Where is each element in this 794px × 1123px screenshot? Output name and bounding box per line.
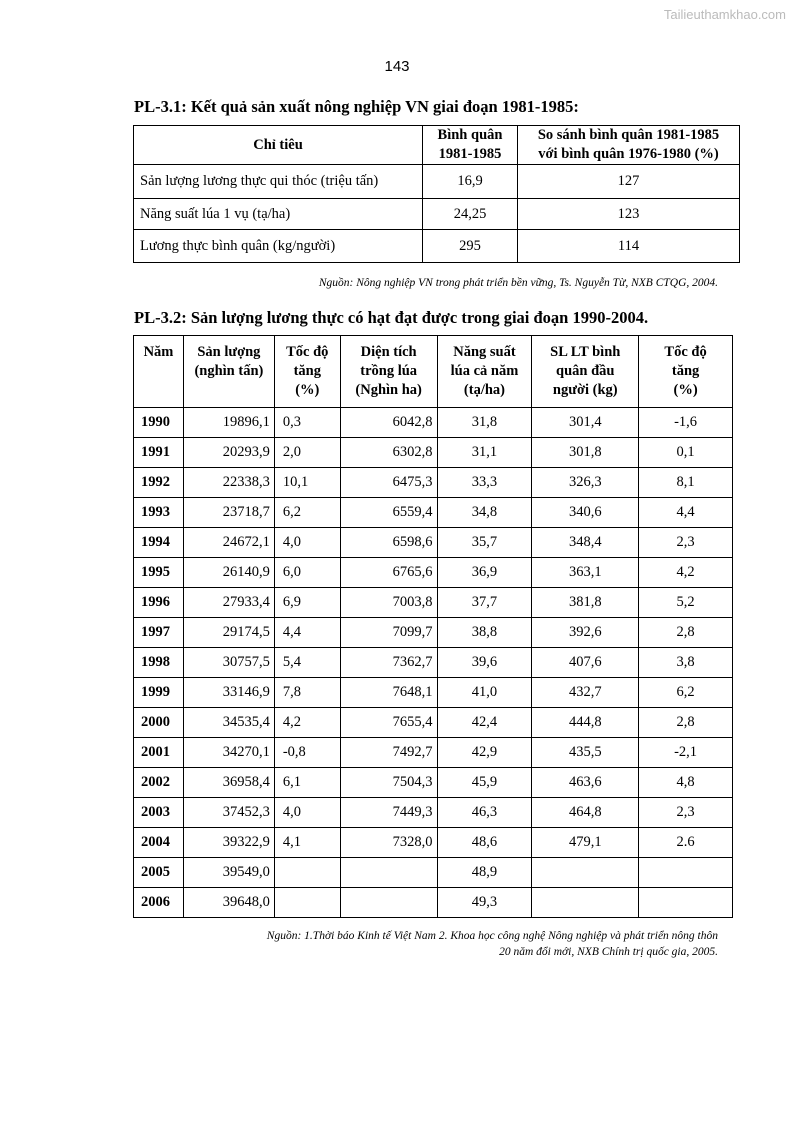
table2-cell-yield: 35,7 xyxy=(437,528,532,558)
table-row xyxy=(134,888,733,918)
table-row xyxy=(134,798,733,828)
table-row xyxy=(134,408,733,438)
table-row xyxy=(134,588,733,618)
table2-cell-output: 26140,9 xyxy=(183,558,274,588)
table2-cell-yield: 34,8 xyxy=(437,498,532,528)
table2-cell-per-capita: 348,4 xyxy=(532,528,639,558)
table2-source xyxy=(267,928,718,960)
table1-cell-avg: 24,25 xyxy=(423,199,518,230)
table2-header-per-capita-growth: Tốc độ tăng (%) xyxy=(639,336,733,408)
table2-cell-output: 39322,9 xyxy=(183,828,274,858)
table2-cell-yield: 46,3 xyxy=(437,798,532,828)
table1-cell-avg: 295 xyxy=(423,230,518,263)
table2-header-yield: Năng suất lúa cả năm (tạ/ha) xyxy=(437,336,532,408)
table2-cell-year: 1999 xyxy=(134,678,184,708)
table2-cell-per-capita: 432,7 xyxy=(532,678,639,708)
table2-cell-output: 29174,5 xyxy=(183,618,274,648)
table2-source-line2: 20 năm đổi mới, NXB Chính trị quốc gia, 2005. xyxy=(499,946,718,958)
table2-cell-yield: 48,9 xyxy=(437,858,532,888)
table2-cell-area: 6559,4 xyxy=(340,498,437,528)
table2-cell-per-capita: 407,6 xyxy=(532,648,639,678)
table2-cell-per-capita-growth: 2,8 xyxy=(639,618,733,648)
table2-cell-area: 7003,8 xyxy=(340,588,437,618)
table2-cell-per-capita-growth: 8,1 xyxy=(639,468,733,498)
table2-cell-per-capita: 435,5 xyxy=(532,738,639,768)
table-row xyxy=(134,438,733,468)
table2-cell-year: 1996 xyxy=(134,588,184,618)
table2-cell-output: 39549,0 xyxy=(183,858,274,888)
table2-cell-area: 7099,7 xyxy=(340,618,437,648)
table-row xyxy=(134,708,733,738)
table2-cell-per-capita: 301,8 xyxy=(532,438,639,468)
table-row xyxy=(134,828,733,858)
table2-cell-yield: 31,1 xyxy=(437,438,532,468)
table2-cell-year: 1990 xyxy=(134,408,184,438)
table-row xyxy=(134,558,733,588)
table-row xyxy=(134,858,733,888)
table2-cell-per-capita xyxy=(532,888,639,918)
table2-cell-growth: 0,3 xyxy=(274,408,340,438)
table2-cell-growth: 6,1 xyxy=(274,768,340,798)
table2-cell-per-capita: 392,6 xyxy=(532,618,639,648)
table-row xyxy=(134,528,733,558)
table2-header-year: Năm xyxy=(134,336,184,408)
table1-agri-results xyxy=(133,125,740,263)
table2-cell-per-capita: 464,8 xyxy=(532,798,639,828)
table2-cell-growth: 4,4 xyxy=(274,618,340,648)
table2-cell-per-capita-growth: -1,6 xyxy=(639,408,733,438)
table1-title: PL-3.1: Kết quả sản xuất nông nghiệp VN giai đoạn 1981-1985: xyxy=(134,97,579,116)
table2-header-row xyxy=(134,336,733,408)
table-row xyxy=(134,648,733,678)
table2-cell-area: 7492,7 xyxy=(340,738,437,768)
table1-header-indicator: Chỉ tiêu xyxy=(134,126,423,165)
table2-cell-output: 30757,5 xyxy=(183,648,274,678)
table2-cell-per-capita-growth xyxy=(639,888,733,918)
table2-source-line1: Nguồn: 1.Thời báo Kinh tế Việt Nam 2. Khoa học công nghệ Nông nghiệp và phát triển nông thôn xyxy=(266,930,718,942)
table-row xyxy=(134,678,733,708)
table2-cell-yield: 42,9 xyxy=(437,738,532,768)
table2-cell-growth: 4,2 xyxy=(274,708,340,738)
table2-cell-per-capita-growth: 0,1 xyxy=(639,438,733,468)
table2-cell-per-capita-growth: 2,3 xyxy=(639,798,733,828)
table2-cell-per-capita-growth: 2,8 xyxy=(639,708,733,738)
table1-cell-compare: 114 xyxy=(518,230,740,263)
table-row xyxy=(134,468,733,498)
table1-cell-avg: 16,9 xyxy=(423,165,518,199)
table-row xyxy=(134,738,733,768)
table-row xyxy=(134,165,740,199)
table2-cell-per-capita-growth: 2.6 xyxy=(639,828,733,858)
table2-cell-output: 37452,3 xyxy=(183,798,274,828)
table2-header-output: Sản lượng (nghìn tấn) xyxy=(183,336,274,408)
table2-cell-yield: 45,9 xyxy=(437,768,532,798)
table2-cell-yield: 49,3 xyxy=(437,888,532,918)
table2-cell-area: 6765,6 xyxy=(340,558,437,588)
table2-cell-growth: -0,8 xyxy=(274,738,340,768)
page-number: 143 xyxy=(384,58,410,75)
table2-cell-per-capita-growth: 2,3 xyxy=(639,528,733,558)
table2-cell-output: 27933,4 xyxy=(183,588,274,618)
table2-cell-year: 2003 xyxy=(134,798,184,828)
table2-cell-year: 1995 xyxy=(134,558,184,588)
table2-cell-output: 34270,1 xyxy=(183,738,274,768)
table2-cell-growth: 4,0 xyxy=(274,798,340,828)
table2-header-area: Diện tích trồng lúa (Nghìn ha) xyxy=(340,336,437,408)
table2-cell-year: 2005 xyxy=(134,858,184,888)
table2-cell-per-capita: 301,4 xyxy=(532,408,639,438)
table2-cell-per-capita-growth: 4,8 xyxy=(639,768,733,798)
table1-header-compare: So sánh bình quân 1981-1985 với bình quân 1976-1980 (%) xyxy=(518,126,740,165)
table2-cell-per-capita xyxy=(532,858,639,888)
table1-cell-compare: 127 xyxy=(518,165,740,199)
table2-cell-area: 6042,8 xyxy=(340,408,437,438)
table2-cell-year: 2001 xyxy=(134,738,184,768)
table2-cell-output: 23718,7 xyxy=(183,498,274,528)
table2-cell-per-capita-growth: 4,4 xyxy=(639,498,733,528)
table2-cell-year: 2000 xyxy=(134,708,184,738)
table1-header-row xyxy=(134,126,740,165)
table-row xyxy=(134,498,733,528)
table2-cell-output: 39648,0 xyxy=(183,888,274,918)
table2-cell-growth: 5,4 xyxy=(274,648,340,678)
table-row xyxy=(134,230,740,263)
table2-cell-output: 24672,1 xyxy=(183,528,274,558)
table-row xyxy=(134,768,733,798)
table2-cell-per-capita-growth: -2,1 xyxy=(639,738,733,768)
table2-cell-growth xyxy=(274,888,340,918)
table2-cell-output: 20293,9 xyxy=(183,438,274,468)
table2-cell-area: 7655,4 xyxy=(340,708,437,738)
table2-cell-per-capita-growth: 6,2 xyxy=(639,678,733,708)
table2-cell-growth: 2,0 xyxy=(274,438,340,468)
table2-cell-yield: 39,6 xyxy=(437,648,532,678)
table2-cell-output: 22338,3 xyxy=(183,468,274,498)
table2-cell-growth: 6,9 xyxy=(274,588,340,618)
table2-cell-year: 1997 xyxy=(134,618,184,648)
table2-cell-area: 6475,3 xyxy=(340,468,437,498)
watermark: Tailieuthamkhao.com xyxy=(663,7,786,22)
table2-cell-per-capita-growth: 5,2 xyxy=(639,588,733,618)
table2-cell-per-capita-growth: 3,8 xyxy=(639,648,733,678)
table2-body xyxy=(134,408,733,918)
table2-cell-area: 6598,6 xyxy=(340,528,437,558)
table2-cell-output: 19896,1 xyxy=(183,408,274,438)
table2-cell-growth: 6,0 xyxy=(274,558,340,588)
table2-cell-growth: 4,1 xyxy=(274,828,340,858)
table2-cell-per-capita: 479,1 xyxy=(532,828,639,858)
table1-cell-label: Sản lượng lương thực qui thóc (triệu tấn) xyxy=(134,165,423,199)
table2-title: PL-3.2: Sản lượng lương thực có hạt đạt được trong giai đoạn 1990-2004. xyxy=(134,308,649,327)
table2-cell-year: 1994 xyxy=(134,528,184,558)
table2-cell-yield: 38,8 xyxy=(437,618,532,648)
table2-cell-area xyxy=(340,858,437,888)
table2-cell-year: 1998 xyxy=(134,648,184,678)
table2-cell-growth: 10,1 xyxy=(274,468,340,498)
table2-cell-per-capita: 463,6 xyxy=(532,768,639,798)
table2-cell-per-capita-growth: 4,2 xyxy=(639,558,733,588)
table2-cell-per-capita: 444,8 xyxy=(532,708,639,738)
table2-header-growth: Tốc độ tăng (%) xyxy=(274,336,340,408)
table2-cell-output: 34535,4 xyxy=(183,708,274,738)
table2-cell-growth: 7,8 xyxy=(274,678,340,708)
table2-cell-area xyxy=(340,888,437,918)
table1-source: Nguồn: Nông nghiệp VN trong phát triển bền vững, Ts. Nguyễn Từ, NXB CTQG, 2004. xyxy=(318,277,718,289)
table2-cell-yield: 41,0 xyxy=(437,678,532,708)
table2-cell-yield: 37,7 xyxy=(437,588,532,618)
table2-cell-area: 7648,1 xyxy=(340,678,437,708)
table2-cell-output: 36958,4 xyxy=(183,768,274,798)
table2-cell-area: 7328,0 xyxy=(340,828,437,858)
table2-cell-year: 1991 xyxy=(134,438,184,468)
table2-cell-year: 2006 xyxy=(134,888,184,918)
table2-cell-growth: 4,0 xyxy=(274,528,340,558)
table2-cell-per-capita: 326,3 xyxy=(532,468,639,498)
table2-cell-yield: 42,4 xyxy=(437,708,532,738)
table2-cell-yield: 31,8 xyxy=(437,408,532,438)
table2-cell-per-capita: 363,1 xyxy=(532,558,639,588)
table2-cell-area: 6302,8 xyxy=(340,438,437,468)
table2-grain-output xyxy=(133,335,733,918)
table2-cell-per-capita: 340,6 xyxy=(532,498,639,528)
table2-cell-output: 33146,9 xyxy=(183,678,274,708)
table2-cell-area: 7449,3 xyxy=(340,798,437,828)
table2-cell-year: 2002 xyxy=(134,768,184,798)
table2-cell-per-capita-growth xyxy=(639,858,733,888)
table2-cell-growth: 6,2 xyxy=(274,498,340,528)
table2-cell-year: 1993 xyxy=(134,498,184,528)
table1-cell-compare: 123 xyxy=(518,199,740,230)
table2-cell-per-capita: 381,8 xyxy=(532,588,639,618)
table2-cell-yield: 48,6 xyxy=(437,828,532,858)
table2-cell-yield: 36,9 xyxy=(437,558,532,588)
table-row xyxy=(134,199,740,230)
table2-cell-area: 7362,7 xyxy=(340,648,437,678)
table1-cell-label: Lương thực bình quân (kg/người) xyxy=(134,230,423,263)
table2-cell-year: 1992 xyxy=(134,468,184,498)
table2-cell-year: 2004 xyxy=(134,828,184,858)
table2-header-per-capita: SL LT bình quân đầu người (kg) xyxy=(532,336,639,408)
table2-cell-growth xyxy=(274,858,340,888)
table1-cell-label: Năng suất lúa 1 vụ (tạ/ha) xyxy=(134,199,423,230)
table1-header-avg: Bình quân 1981-1985 xyxy=(423,126,518,165)
table-row xyxy=(134,618,733,648)
table2-cell-yield: 33,3 xyxy=(437,468,532,498)
table2-cell-area: 7504,3 xyxy=(340,768,437,798)
